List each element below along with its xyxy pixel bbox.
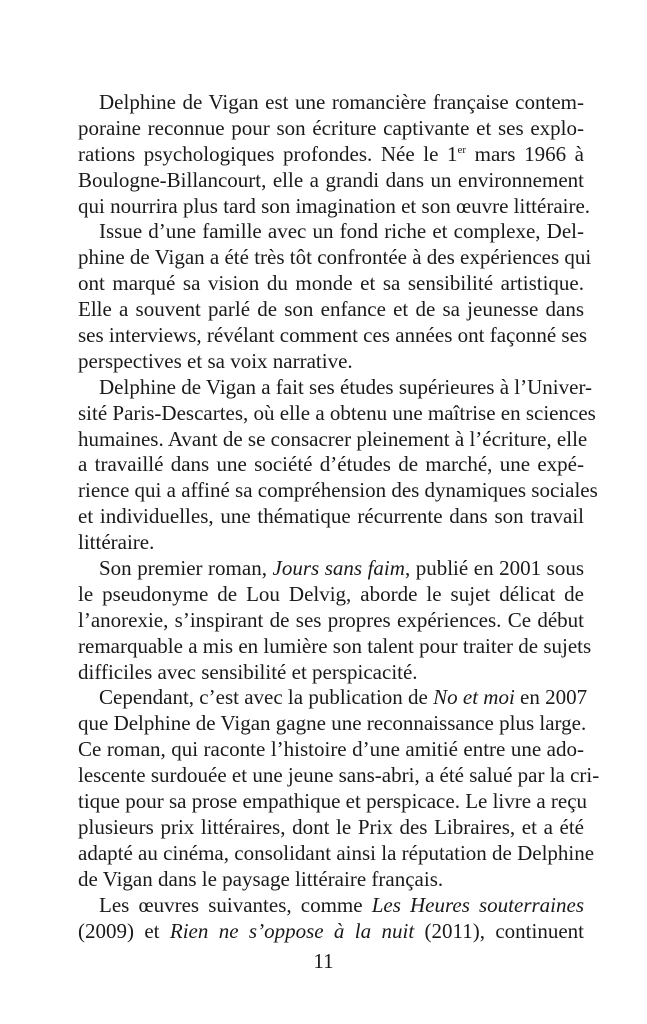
paragraph-first-line (78, 893, 584, 919)
text-line (78, 426, 588, 453)
text-line (78, 711, 587, 737)
text-run: et individuelles, une thématique récurrente dans son travail (78, 504, 584, 529)
text-line (78, 608, 584, 634)
text-run: Boulogne-Billancourt, elle a grandi dans un environnement (78, 167, 584, 192)
book-title: No et moi (433, 685, 515, 710)
book-title: Jours sans faim (272, 556, 405, 581)
text-line (78, 349, 584, 375)
text-run: remarquable a mis en lumière son talent pour traiter de sujets (78, 633, 592, 658)
text-run: en 2007 (514, 685, 588, 710)
text-run: Les œuvres suivantes, comme (99, 892, 372, 917)
text-run: le pseudonyme de Lou Delvig, aborde le sujet délicat de (78, 581, 584, 606)
text-run: adapté au cinéma, consolidant ainsi la réputation de Delphine (78, 840, 595, 865)
text-line (78, 660, 584, 686)
text-run: mars 1966 à (466, 141, 584, 166)
text-run: lescente surdouée et une jeune sans-abri, a été salué par la cri- (78, 763, 600, 788)
text-run: l’anorexie, s’inspirant de ses propres expériences. Ce début (78, 607, 584, 632)
text-run: a travaillé dans une société d’études de marché, une expé- (78, 452, 584, 477)
text-run: Delphine de Vigan a fait ses études supérieures à l’Univer- (99, 374, 593, 399)
body-text (78, 90, 600, 944)
page-number: 11 (313, 949, 334, 973)
text-run: que Delphine de Vigan gagne une reconnaissance plus large. (78, 711, 587, 736)
text-run: tique pour sa prose empathique et perspicace. Le livre a reçu (78, 789, 588, 814)
text-line (78, 737, 584, 763)
text-line (78, 478, 598, 504)
text-line (78, 763, 600, 789)
text-line (78, 919, 584, 945)
text-line (78, 168, 584, 194)
text-line (78, 867, 584, 893)
text-run: humaines. Avant de se consacrer pleinement à l’écriture, elle (78, 426, 588, 451)
text-line (78, 297, 584, 323)
text-run: , publié en 2001 sous (404, 556, 585, 581)
text-run: ont marqué sa vision du monde et sa sensibilité artistique. (78, 271, 584, 296)
paragraph-first-line (78, 374, 593, 401)
text-line (78, 142, 584, 168)
text-run: plusieurs prix littéraires, dont le Prix des Libraires, et a été (78, 814, 584, 839)
superscript: er (457, 143, 467, 156)
text-run: Cependant, c’est avec la publication de (99, 685, 434, 710)
text-run: difficiles avec sensibilité et perspicacité. (78, 659, 418, 684)
text-line (78, 504, 584, 530)
text-line (78, 789, 588, 815)
text-run: (2011), continuent (414, 918, 584, 943)
text-run: ses interviews, révélant comment ces années ont façonné ses (78, 323, 588, 348)
text-run: sité Paris-Descartes, où elle a obtenu une maîtrise en sciences (78, 400, 596, 425)
text-run: (2009) et (78, 918, 170, 943)
text-line (78, 452, 584, 478)
text-line (78, 633, 592, 660)
book-title: Les Heures souterraines (371, 892, 584, 917)
text-line (78, 245, 592, 271)
text-line (78, 582, 584, 608)
text-run: qui nourrira plus tard son imagination et son œuvre littéraire. (78, 193, 591, 218)
text-run: Delphine de Vigan est une romancière française contem- (99, 90, 584, 114)
text-line (78, 840, 595, 867)
book-title: Rien ne s’oppose à la nuit (169, 918, 415, 943)
paragraph-first-line (78, 556, 584, 582)
paragraph-first-line (78, 685, 588, 711)
text-run: rience qui a affiné sa compréhension des dynamiques sociales (78, 478, 598, 503)
text-line (78, 271, 584, 297)
text-run: de Vigan dans le paysage littéraire français. (78, 866, 444, 891)
paragraph-first-line (78, 90, 584, 116)
text-line (78, 815, 584, 841)
text-run: Elle a souvent parlé de son enfance et de sa jeunesse dans (78, 297, 584, 322)
text-run: Son premier roman, (99, 556, 273, 581)
text-run: rations psychologiques profondes. Née le 1 (78, 141, 458, 166)
text-line (78, 116, 584, 142)
text-line (78, 530, 584, 556)
text-line (78, 323, 588, 349)
paragraph-first-line (78, 219, 584, 245)
text-run: poraine reconnue pour son écriture captivante et ses explo- (78, 115, 584, 140)
text-line (78, 400, 596, 427)
text-run: perspectives et sa voix narrative. (78, 348, 353, 373)
text-run: Issue d’une famille avec un fond riche et complexe, Del- (99, 219, 584, 244)
text-line (78, 193, 591, 220)
text-run: Ce roman, qui raconte l’histoire d’une amitié entre une ado- (78, 737, 584, 762)
text-run: phine de Vigan a été très tôt confrontée à des expériences qui (78, 245, 592, 270)
text-run: littéraire. (78, 530, 155, 555)
